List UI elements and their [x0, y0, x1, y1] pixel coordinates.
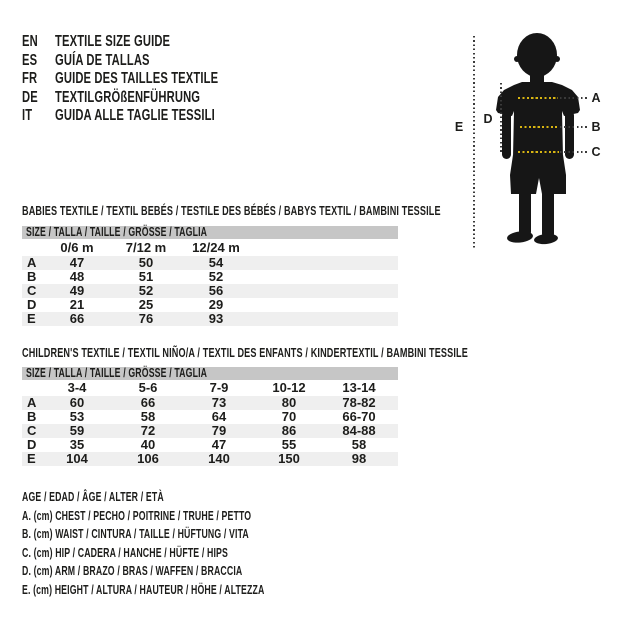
table-row-a — [22, 396, 398, 410]
language-code: EN — [22, 33, 38, 50]
language-title: TEXTILGRÖßENFÜHRUNG — [55, 88, 201, 106]
cell: 49 — [69, 283, 85, 298]
measure-line-b-waist — [520, 126, 557, 128]
cell: 80 — [281, 395, 297, 410]
language-row-it — [22, 107, 288, 126]
table-row-d — [22, 298, 398, 312]
column-header: 7-9 — [209, 380, 229, 395]
language-row-de — [22, 89, 288, 108]
marker-b-label: B — [591, 120, 601, 134]
measure-line-b-leader — [560, 126, 588, 128]
table-row-d — [22, 438, 398, 452]
cell: 25 — [138, 297, 154, 312]
cell: 59 — [69, 423, 85, 438]
cell: 73 — [211, 395, 227, 410]
cell: 86 — [281, 423, 297, 438]
marker-d-label: D — [483, 112, 493, 126]
cell: 72 — [140, 423, 156, 438]
row-label: A — [27, 255, 37, 270]
table-row-e — [22, 452, 398, 466]
row-label: E — [27, 451, 36, 466]
legend-arm-line: D. (cm) ARM / BRAZO / BRAS / WAFFEN / BRACCIA — [22, 564, 243, 579]
marker-a-label: A — [591, 91, 601, 105]
measure-line-a-leader — [560, 97, 588, 99]
table-row-b — [22, 410, 398, 424]
cell: 66 — [69, 311, 85, 326]
cell: 66-70 — [342, 409, 376, 424]
marker-c-label: C — [591, 145, 601, 159]
measure-line-a-chest — [518, 97, 558, 99]
row-label: B — [27, 269, 37, 284]
cell: 70 — [281, 409, 297, 424]
table-row-c — [22, 424, 398, 438]
language-row-es — [22, 52, 288, 71]
measurement-legend — [22, 488, 368, 600]
children-column-header-row — [22, 380, 398, 396]
language-code: DE — [22, 88, 38, 106]
cell: 29 — [208, 297, 224, 312]
marker-e-label: E — [454, 120, 464, 134]
cell: 54 — [208, 255, 224, 270]
cell: 66 — [140, 395, 156, 410]
legend-hip-line: C. (cm) HIP / CADERA / HANCHE / HÜFTE / HIPS — [22, 545, 228, 560]
cell: 48 — [69, 269, 85, 284]
cell: 21 — [69, 297, 85, 312]
cell: 56 — [208, 283, 224, 298]
cell: 64 — [211, 409, 227, 424]
table-row-e — [22, 312, 398, 326]
cell: 35 — [69, 437, 85, 452]
cell: 58 — [140, 409, 156, 424]
cell: 52 — [208, 269, 224, 284]
column-header: 0/6 m — [60, 240, 94, 255]
cell: 50 — [138, 255, 154, 270]
row-label: E — [27, 311, 36, 326]
column-header: 10-12 — [272, 380, 306, 395]
cell: 104 — [66, 451, 88, 466]
column-header: 5-6 — [138, 380, 158, 395]
cell: 51 — [138, 269, 154, 284]
language-title: GUIDA ALLE TAGLIE TESSILI — [55, 107, 215, 124]
cell: 47 — [69, 255, 85, 270]
children-size-header-bar: SIZE / TALLA / TAILLE / GRÖSSE / TAGLIA — [22, 367, 398, 380]
language-code: IT — [22, 107, 33, 124]
language-code: FR — [22, 70, 38, 87]
cell: 52 — [138, 283, 154, 298]
cell: 76 — [138, 311, 154, 326]
column-header: 7/12 m — [125, 240, 167, 255]
babies-size-header-bar: SIZE / TALLA / TAILLE / GRÖSSE / TAGLIA — [22, 226, 398, 239]
language-list — [22, 33, 288, 126]
babies-section-title: BABIES TEXTILE / TEXTIL BEBÉS / TESTILE DES BÉBÉS / BABYS TEXTIL / BAMBINI TESSILE — [22, 203, 441, 218]
children-table — [22, 380, 398, 466]
children-section-title: CHILDREN'S TEXTILE / TEXTIL NIÑO/A / TEXTIL DES ENFANTS / KINDERTEXTIL / BAMBINI TESSILE — [22, 345, 468, 360]
cell: 58 — [351, 437, 367, 452]
cell: 40 — [140, 437, 156, 452]
babies-column-header-row — [22, 240, 398, 256]
legend-age-line: AGE / EDAD / ÂGE / ALTER / ETÀ — [22, 490, 164, 504]
cell: 106 — [137, 451, 159, 466]
cell: 150 — [278, 451, 300, 466]
column-header: 13-14 — [342, 380, 376, 395]
language-row-en — [22, 33, 288, 52]
language-title: TEXTILE SIZE GUIDE — [55, 33, 171, 50]
row-label: D — [27, 437, 37, 452]
column-header: 12/24 m — [192, 240, 240, 255]
table-row-b — [22, 270, 398, 284]
language-row-fr — [22, 70, 288, 89]
cell: 53 — [69, 409, 85, 424]
language-title: GUÍA DE TALLAS — [55, 51, 150, 69]
row-label: C — [27, 423, 37, 438]
language-code: ES — [22, 51, 38, 69]
measure-line-c-leader — [560, 151, 588, 153]
cell: 93 — [208, 311, 224, 326]
legend-waist-line: B. (cm) WAIST / CINTURA / TAILLE / HÜFTUNG / VITA — [22, 527, 249, 542]
table-row-a — [22, 256, 398, 270]
row-label: A — [27, 395, 37, 410]
cell: 140 — [208, 451, 230, 466]
babies-table — [22, 240, 398, 326]
row-label: D — [27, 297, 37, 312]
legend-height-line: E. (cm) HEIGHT / ALTURA / HAUTEUR / HÖHE / ALTEZZA — [22, 582, 265, 597]
cell: 55 — [281, 437, 297, 452]
measure-line-d — [500, 83, 502, 154]
cell: 47 — [211, 437, 227, 452]
cell: 78-82 — [342, 395, 376, 410]
cell: 60 — [69, 395, 85, 410]
row-label: B — [27, 409, 37, 424]
language-title: GUIDE DES TAILLES TEXTILE — [55, 70, 219, 87]
row-label: C — [27, 283, 37, 298]
cell: 79 — [211, 423, 227, 438]
cell: 98 — [351, 451, 367, 466]
cell: 84-88 — [342, 423, 376, 438]
table-row-c — [22, 284, 398, 298]
measure-line-c-hip — [518, 151, 559, 153]
column-header: 3-4 — [67, 380, 87, 395]
legend-chest-line: A. (cm) CHEST / PECHO / POITRINE / TRUHE / PETTO — [22, 508, 252, 523]
